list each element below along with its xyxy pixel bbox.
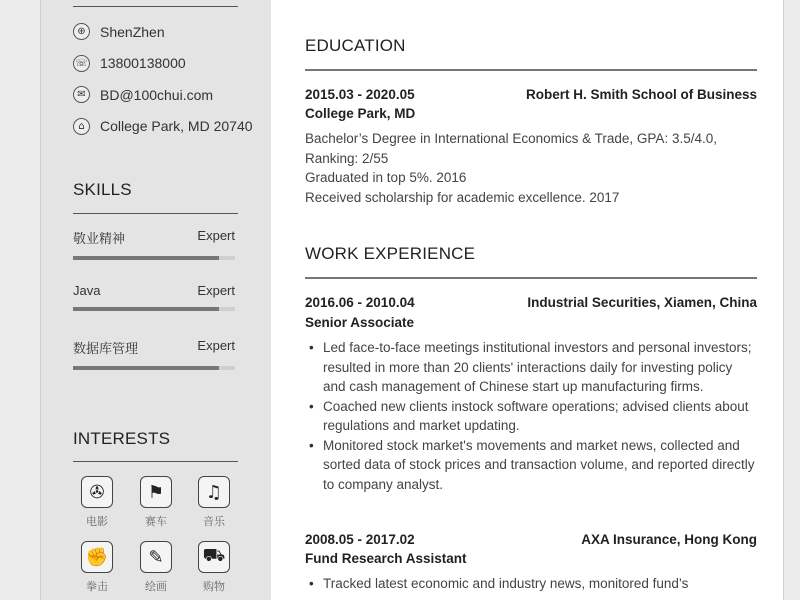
education-line: Graduated in top 5%. 2016	[305, 170, 467, 185]
education-details	[305, 129, 757, 207]
contact-phone-text: 13800138000	[100, 55, 186, 72]
interest-label: 拳击	[86, 581, 108, 593]
work-divider	[305, 277, 757, 279]
location-icon: ⊕	[73, 23, 90, 40]
contact-address-text: College Park, MD 20740	[100, 118, 253, 135]
education-title: EDUCATION	[305, 36, 406, 55]
interest-item	[136, 476, 176, 529]
job-bullet: • Monitored stock market's movements and market news, collected and sorted data of stock prices and transaction volume, and reported directly to company analyst.	[305, 436, 757, 495]
interests-divider	[73, 461, 238, 462]
contact-email	[73, 79, 263, 111]
job-company: Industrial Securities, Xiamen, China	[527, 295, 757, 310]
music-note-icon: ♫	[198, 476, 230, 508]
skills-title: SKILLS	[73, 180, 132, 199]
skill-level: Expert	[197, 338, 235, 353]
skill-bar-fill	[73, 256, 219, 260]
skill-name: Java	[73, 283, 101, 298]
job-header	[305, 295, 757, 310]
contact-phone	[73, 48, 263, 80]
skill-item	[73, 338, 235, 370]
sidebar-divider	[73, 6, 238, 7]
job-bullets	[305, 574, 757, 594]
contact-email-text[interactable]: BD@100chui.com	[100, 86, 214, 103]
boxing-glove-icon: ✊	[81, 541, 113, 573]
interests-title: INTERESTS	[73, 429, 171, 448]
address-icon: ⌂	[73, 118, 90, 135]
skill-name: 数据库管理	[73, 341, 139, 356]
skill-name: 敬业精神	[73, 231, 126, 246]
skill-bar	[73, 256, 235, 260]
job-bullets	[305, 338, 757, 494]
skill-bar-fill	[73, 366, 219, 370]
interest-label: 购物	[203, 581, 225, 593]
email-icon: ✉	[73, 86, 90, 103]
job-header	[305, 532, 757, 547]
job-bullet: • Coached new clients instock software operations; advised clients about regulations and market updating.	[305, 397, 757, 436]
film-reel-icon: ✇	[81, 476, 113, 508]
main-content	[305, 0, 757, 600]
education-divider	[305, 69, 757, 71]
interest-item	[77, 476, 117, 529]
job-company: AXA Insurance, Hong Kong	[581, 532, 757, 547]
skill-bar-fill	[73, 307, 219, 311]
education-school: Robert H. Smith School of Business	[525, 87, 757, 102]
education-header	[305, 87, 757, 102]
skill-bar	[73, 307, 235, 311]
skill-item	[73, 283, 235, 311]
skill-bar	[73, 366, 235, 370]
interest-label: 绘画	[145, 581, 167, 593]
interest-item	[194, 476, 234, 529]
job-date: 2008.05 - 2017.02	[305, 532, 415, 547]
contact-list	[73, 16, 263, 142]
interest-label: 赛车	[145, 516, 167, 528]
work-title: WORK EXPERIENCE	[305, 244, 476, 263]
job-bullet: • Tracked latest economic and industry news, monitored fund’s	[305, 574, 757, 594]
education-line: Bachelor’s Degree in International Economics & Trade, GPA: 3.5/4.0,	[305, 131, 717, 146]
interest-item	[194, 541, 234, 594]
education-date: 2015.03 - 2020.05	[305, 87, 415, 102]
job-role: Senior Associate	[305, 315, 415, 330]
interest-label: 电影	[86, 516, 108, 528]
skills-divider	[73, 213, 238, 214]
job-bullet: • Led face-to-face meetings institutional investors and personal investors; resulted in more than 20 clients' interactions daily for investing policy and cash management of Chinese start up manufacturing firms.	[305, 338, 757, 397]
job-role: Fund Research Assistant	[305, 551, 467, 566]
racing-flag-icon: ⚑	[140, 476, 172, 508]
shopping-bag-icon: ⛟	[198, 541, 230, 573]
contact-address	[73, 111, 263, 143]
interest-item	[136, 541, 176, 594]
contact-location-text: ShenZhen	[100, 23, 165, 40]
sidebar	[41, 0, 271, 600]
resume-page	[40, 0, 784, 600]
job-date: 2016.06 - 2010.04	[305, 295, 415, 310]
education-line: Ranking: 2/55	[305, 150, 389, 166]
paint-palette-icon: ✎	[140, 541, 172, 573]
skill-item	[73, 228, 235, 260]
skill-level: Expert	[197, 228, 235, 243]
education-location: College Park, MD	[305, 106, 416, 121]
phone-icon: ☏	[73, 55, 90, 72]
skill-level: Expert	[197, 283, 235, 298]
contact-location	[73, 16, 263, 48]
interest-item	[77, 541, 117, 594]
education-line: Received scholarship for academic excellence. 2017	[305, 189, 620, 205]
interest-label: 音乐	[203, 516, 225, 528]
